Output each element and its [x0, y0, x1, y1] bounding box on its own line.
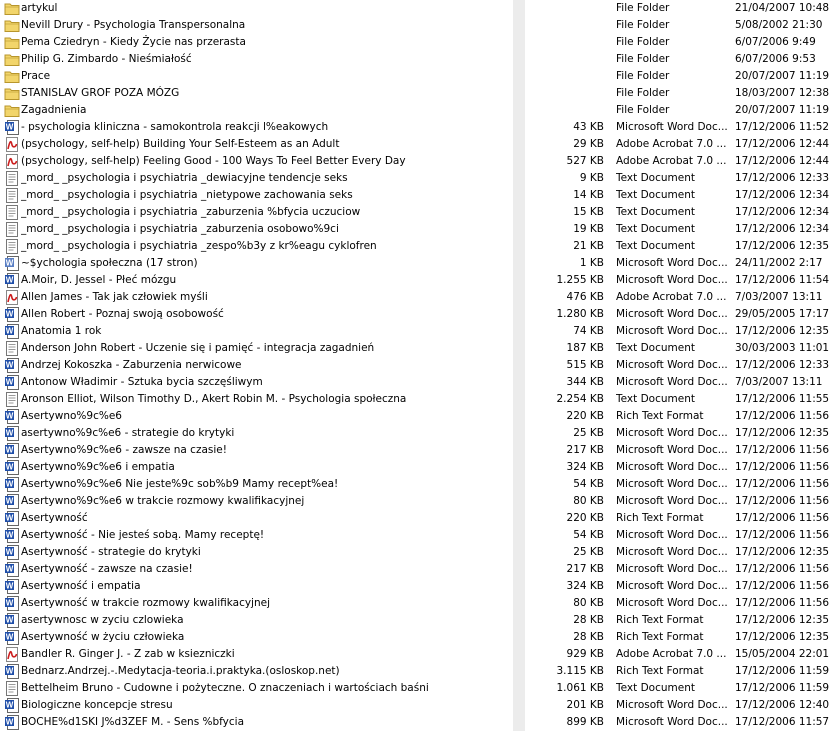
file-size: 324 KB — [566, 580, 604, 592]
svg-text:W: W — [5, 700, 14, 710]
file-date-modified: 17/12/2006 11:59 — [735, 682, 830, 694]
file-type: Adobe Acrobat 7.0 ... — [616, 291, 727, 303]
file-name: Allen James - Tak jak człowiek myśli — [21, 291, 208, 303]
file-row[interactable] — [0, 425, 838, 442]
word-document-icon — [4, 477, 20, 492]
file-name: Andrzej Kokoszka - Zaburzenia nerwicowe — [21, 359, 242, 371]
file-type: Text Document — [616, 189, 695, 201]
file-name: Zagadnienia — [21, 104, 87, 116]
svg-text:W: W — [5, 547, 14, 557]
word-document-icon — [4, 596, 20, 611]
file-row[interactable] — [0, 544, 838, 561]
file-date-modified: 24/11/2002 2:17 — [735, 257, 823, 269]
file-date-modified: 20/07/2007 11:19 — [735, 70, 830, 82]
file-type: Microsoft Word Doc... — [616, 308, 728, 320]
file-date-modified: 17/12/2006 12:35 — [735, 546, 830, 558]
file-type: Microsoft Word Doc... — [616, 427, 728, 439]
file-type: Adobe Acrobat 7.0 ... — [616, 155, 727, 167]
file-size: 15 KB — [573, 206, 604, 218]
file-size: 21 KB — [573, 240, 604, 252]
file-row[interactable] — [0, 136, 838, 153]
word-document-icon — [4, 273, 20, 288]
file-row[interactable] — [0, 323, 838, 340]
text-document-icon — [4, 239, 20, 254]
file-name: Asertywność i empatia — [21, 580, 141, 592]
svg-text:W: W — [5, 479, 14, 489]
word-document-icon — [4, 698, 20, 713]
file-name: Bettelheim Bruno - Cudowne i pożyteczne. O znaczeniach i wartościach baśni — [21, 682, 429, 694]
file-date-modified: 17/12/2006 11:56 — [735, 563, 830, 575]
word-document-icon — [4, 426, 20, 441]
file-row[interactable] — [0, 204, 838, 221]
file-size: 220 KB — [566, 410, 604, 422]
file-size: 43 KB — [573, 121, 604, 133]
file-type: Rich Text Format — [616, 614, 704, 626]
file-size: 1.255 KB — [556, 274, 604, 286]
file-row[interactable] — [0, 289, 838, 306]
file-type: Rich Text Format — [616, 665, 704, 677]
file-size: 74 KB — [573, 325, 604, 337]
file-type: File Folder — [616, 36, 670, 48]
word-document-icon — [4, 409, 20, 424]
file-row[interactable] — [0, 493, 838, 510]
file-type: Text Document — [616, 172, 695, 184]
file-date-modified: 17/12/2006 11:56 — [735, 529, 830, 541]
folder-icon — [4, 18, 20, 33]
file-row[interactable] — [0, 391, 838, 408]
file-date-modified: 17/12/2006 12:44 — [735, 138, 830, 150]
file-date-modified: 21/04/2007 10:48 — [735, 2, 830, 14]
file-date-modified: 17/12/2006 11:55 — [735, 393, 830, 405]
file-name: Aronson Elliot, Wilson Timothy D., Akert Robin M. - Psychologia społeczna — [21, 393, 407, 405]
file-type: Text Document — [616, 682, 695, 694]
file-name: asertywno%9c%e6 - strategie do krytyki — [21, 427, 235, 439]
svg-text:W: W — [5, 445, 14, 455]
file-date-modified: 17/12/2006 11:56 — [735, 597, 830, 609]
file-size: 899 KB — [566, 716, 604, 728]
file-date-modified: 30/03/2003 11:01 — [735, 342, 830, 354]
file-row[interactable] — [0, 340, 838, 357]
file-size: 14 KB — [573, 189, 604, 201]
file-type: Microsoft Word Doc... — [616, 580, 728, 592]
file-date-modified: 17/12/2006 11:56 — [735, 410, 830, 422]
svg-text:W: W — [5, 717, 14, 727]
file-name: Asertywność - Nie jesteś sobą. Mamy receptę! — [21, 529, 265, 541]
file-name: Bandler R. Ginger J. - Z zab w ksiezniczki — [21, 648, 235, 660]
file-row[interactable] — [0, 646, 838, 663]
file-date-modified: 15/05/2004 22:01 — [735, 648, 830, 660]
svg-text:W: W — [5, 326, 14, 336]
file-size: 29 KB — [573, 138, 604, 150]
file-row[interactable] — [0, 34, 838, 51]
file-type: Microsoft Word Doc... — [616, 444, 728, 456]
file-row[interactable] — [0, 153, 838, 170]
file-type: Microsoft Word Doc... — [616, 325, 728, 337]
file-name: _mord_ _psychologia i psychiatria _zaburzenia osobowo%9ci — [21, 223, 339, 235]
file-size: 9 KB — [579, 172, 604, 184]
folder-icon — [4, 1, 20, 16]
file-date-modified: 20/07/2007 11:19 — [735, 104, 830, 116]
file-name: Asertywność - zawsze na czasie! — [21, 563, 193, 575]
file-name: _mord_ _psychologia i psychiatria _zespo%b3y z kr%eagu cyklofren — [21, 240, 377, 252]
word-document-icon — [4, 120, 20, 135]
file-date-modified: 17/12/2006 11:56 — [735, 495, 830, 507]
file-date-modified: 17/12/2006 12:35 — [735, 240, 830, 252]
file-name: (psychology, self-help) Feeling Good - 100 Ways To Feel Better Every Day — [21, 155, 406, 167]
file-row[interactable] — [0, 306, 838, 323]
svg-text:W: W — [5, 258, 14, 268]
file-type: File Folder — [616, 53, 670, 65]
file-date-modified: 17/12/2006 11:56 — [735, 461, 830, 473]
file-name: Biologiczne koncepcje stresu — [21, 699, 173, 711]
file-date-modified: 29/05/2005 17:17 — [735, 308, 830, 320]
svg-text:W: W — [5, 564, 14, 574]
file-row[interactable] — [0, 102, 838, 119]
file-size: 25 KB — [573, 427, 604, 439]
file-type: Microsoft Word Doc... — [616, 121, 728, 133]
file-size: 80 KB — [573, 597, 604, 609]
file-size: 54 KB — [573, 529, 604, 541]
text-document-icon — [4, 392, 20, 407]
file-name: Nevill Drury - Psychologia Transpersonalna — [21, 19, 246, 31]
file-type: Microsoft Word Doc... — [616, 359, 728, 371]
file-row[interactable] — [0, 51, 838, 68]
file-date-modified: 5/08/2002 21:30 — [735, 19, 823, 31]
file-size: 515 KB — [566, 359, 604, 371]
file-row[interactable] — [0, 561, 838, 578]
file-date-modified: 17/12/2006 11:57 — [735, 716, 830, 728]
svg-text:W: W — [5, 377, 14, 387]
file-row[interactable] — [0, 17, 838, 34]
file-date-modified: 6/07/2006 9:49 — [735, 36, 816, 48]
file-row[interactable] — [0, 629, 838, 646]
svg-text:W: W — [5, 309, 14, 319]
file-date-modified: 7/03/2007 13:11 — [735, 376, 823, 388]
file-row[interactable] — [0, 510, 838, 527]
file-name: _mord_ _psychologia i psychiatria _dewiacyjne tendencje seks — [21, 172, 348, 184]
file-name: Antonow Władimir - Sztuka bycia szczęśliwym — [21, 376, 263, 388]
svg-text:W: W — [5, 275, 14, 285]
svg-text:W: W — [5, 666, 14, 676]
svg-text:W: W — [5, 360, 14, 370]
folder-icon — [4, 52, 20, 67]
file-size: 187 KB — [566, 342, 604, 354]
word-document-icon — [4, 460, 20, 475]
file-row[interactable] — [0, 527, 838, 544]
file-name: Asertywno%9c%e6 Nie jeste%9c sob%b9 Mamy recept%ea! — [21, 478, 339, 490]
file-size: 527 KB — [566, 155, 604, 167]
file-name: Asertywność w trakcie rozmowy kwalifikacyjnej — [21, 597, 271, 609]
text-document-icon — [4, 205, 20, 220]
pdf-document-icon — [4, 137, 20, 152]
file-name: asertywnosc w zyciu czlowieka — [21, 614, 184, 626]
word-document-icon — [4, 715, 20, 730]
file-type: Adobe Acrobat 7.0 ... — [616, 648, 727, 660]
file-type: Text Document — [616, 342, 695, 354]
file-type: Microsoft Word Doc... — [616, 699, 728, 711]
file-type: Rich Text Format — [616, 631, 704, 643]
file-row[interactable] — [0, 459, 838, 476]
file-row[interactable] — [0, 476, 838, 493]
file-row[interactable] — [0, 187, 838, 204]
file-type: File Folder — [616, 70, 670, 82]
file-type: Microsoft Word Doc... — [616, 563, 728, 575]
file-type: Microsoft Word Doc... — [616, 546, 728, 558]
file-date-modified: 17/12/2006 11:52 — [735, 121, 830, 133]
file-row[interactable] — [0, 578, 838, 595]
file-date-modified: 18/03/2007 12:38 — [735, 87, 830, 99]
word-document-icon — [4, 528, 20, 543]
file-type: File Folder — [616, 19, 670, 31]
file-row[interactable] — [0, 442, 838, 459]
file-name: Allen Robert - Poznaj swoją osobowość — [21, 308, 224, 320]
file-type: Microsoft Word Doc... — [616, 274, 728, 286]
file-size: 1.061 KB — [556, 682, 604, 694]
file-size: 929 KB — [566, 648, 604, 660]
file-row[interactable] — [0, 68, 838, 85]
file-type: Text Document — [616, 223, 695, 235]
file-name: Asertywność — [21, 512, 88, 524]
file-type: Microsoft Word Doc... — [616, 461, 728, 473]
svg-text:W: W — [5, 530, 14, 540]
file-size: 220 KB — [566, 512, 604, 524]
word-document-icon — [4, 664, 20, 679]
file-date-modified: 17/12/2006 12:35 — [735, 325, 830, 337]
folder-icon — [4, 35, 20, 50]
file-row[interactable] — [0, 221, 838, 238]
file-date-modified: 6/07/2006 9:53 — [735, 53, 816, 65]
file-size: 324 KB — [566, 461, 604, 473]
file-name: ~$ychologia społeczna (17 stron) — [21, 257, 198, 269]
file-row[interactable] — [0, 697, 838, 714]
file-date-modified: 17/12/2006 12:44 — [735, 155, 830, 167]
file-size: 19 KB — [573, 223, 604, 235]
file-row[interactable] — [0, 408, 838, 425]
file-row[interactable] — [0, 0, 838, 17]
pdf-document-icon — [4, 290, 20, 305]
pdf-document-icon — [4, 647, 20, 662]
file-name: Anatomia 1 rok — [21, 325, 102, 337]
file-date-modified: 17/12/2006 12:34 — [735, 189, 830, 201]
file-date-modified: 17/12/2006 12:33 — [735, 172, 830, 184]
file-size: 217 KB — [566, 444, 604, 456]
text-document-icon — [4, 222, 20, 237]
file-type: File Folder — [616, 2, 670, 14]
file-size: 476 KB — [566, 291, 604, 303]
file-name: Philip G. Zimbardo - Nieśmiałość — [21, 53, 192, 65]
file-name: _mord_ _psychologia i psychiatria _nietypowe zachowania seks — [21, 189, 353, 201]
file-name: Asertywno%9c%e6 - zawsze na czasie! — [21, 444, 227, 456]
file-name: Asertywno%9c%e6 i empatia — [21, 461, 175, 473]
svg-text:W: W — [5, 496, 14, 506]
file-type: Microsoft Word Doc... — [616, 597, 728, 609]
file-name: Bednarz.Andrzej.-.Medytacja-teoria.i.praktyka.(osloskop.net) — [21, 665, 340, 677]
folder-icon — [4, 86, 20, 101]
file-row[interactable] — [0, 374, 838, 391]
word-document-icon — [4, 545, 20, 560]
file-row[interactable] — [0, 714, 838, 731]
file-row[interactable] — [0, 85, 838, 102]
text-document-icon — [4, 171, 20, 186]
svg-text:W: W — [5, 462, 14, 472]
file-row[interactable] — [0, 255, 838, 272]
file-size: 28 KB — [573, 614, 604, 626]
word-document-icon — [4, 579, 20, 594]
svg-text:W: W — [5, 411, 14, 421]
file-date-modified: 17/12/2006 12:35 — [735, 427, 830, 439]
file-row[interactable] — [0, 612, 838, 629]
file-row[interactable] — [0, 170, 838, 187]
file-name: - psychologia kliniczna - samokontrola reakcji l%eakowych — [21, 121, 329, 133]
svg-text:W: W — [5, 581, 14, 591]
word-document-icon — [4, 511, 20, 526]
svg-text:W: W — [5, 632, 14, 642]
file-type: Rich Text Format — [616, 410, 704, 422]
file-date-modified: 17/12/2006 12:34 — [735, 206, 830, 218]
file-type: Microsoft Word Doc... — [616, 716, 728, 728]
word-document-icon — [4, 613, 20, 628]
file-size: 1.280 KB — [556, 308, 604, 320]
file-type: Text Document — [616, 240, 695, 252]
file-name: _mord_ _psychologia i psychiatria _zaburzenia %bfycia uczuciow — [21, 206, 361, 218]
file-name: Prace — [21, 70, 51, 82]
file-type: File Folder — [616, 104, 670, 116]
file-name: A.Moir, D. Jessel - Płeć mózgu — [21, 274, 177, 286]
file-date-modified: 17/12/2006 11:56 — [735, 444, 830, 456]
folder-icon — [4, 69, 20, 84]
file-row[interactable] — [0, 595, 838, 612]
file-date-modified: 17/12/2006 12:35 — [735, 614, 830, 626]
file-size: 217 KB — [566, 563, 604, 575]
word-document-icon — [4, 562, 20, 577]
svg-text:W: W — [5, 615, 14, 625]
folder-icon — [4, 103, 20, 118]
file-type: Adobe Acrobat 7.0 ... — [616, 138, 727, 150]
file-date-modified: 17/12/2006 11:56 — [735, 478, 830, 490]
file-name: Pema Cziedryn - Kiedy Życie nas przerasta — [21, 36, 246, 48]
file-size: 2.254 KB — [556, 393, 604, 405]
file-date-modified: 17/12/2006 12:33 — [735, 359, 830, 371]
file-size: 3.115 KB — [556, 665, 604, 677]
file-type: Microsoft Word Doc... — [616, 529, 728, 541]
file-row[interactable] — [0, 357, 838, 374]
word-document-icon — [4, 494, 20, 509]
file-date-modified: 17/12/2006 12:40 — [735, 699, 830, 711]
file-name: Asertywno%9c%e6 — [21, 410, 122, 422]
file-name: artykul — [21, 2, 58, 14]
svg-text:W: W — [5, 122, 14, 132]
pdf-document-icon — [4, 154, 20, 169]
file-row[interactable] — [0, 663, 838, 680]
file-name: STANISLAV GROF POZA MÓZG — [21, 87, 180, 99]
file-name: Asertywność w życiu człowieka — [21, 631, 185, 643]
word-document-icon — [4, 324, 20, 339]
file-row[interactable] — [0, 272, 838, 289]
svg-text:W: W — [5, 513, 14, 523]
text-document-icon — [4, 188, 20, 203]
file-row[interactable] — [0, 680, 838, 697]
word-document-icon — [4, 630, 20, 645]
word-document-icon — [4, 307, 20, 322]
file-type: File Folder — [616, 87, 670, 99]
file-date-modified: 17/12/2006 11:56 — [735, 512, 830, 524]
file-type: Text Document — [616, 206, 695, 218]
file-type: Microsoft Word Doc... — [616, 257, 728, 269]
file-type: Rich Text Format — [616, 512, 704, 524]
text-document-icon — [4, 341, 20, 356]
file-type: Text Document — [616, 393, 695, 405]
file-name: Anderson John Robert - Uczenie się i pamięć - integracja zagadnień — [21, 342, 375, 354]
word-temp-file-icon — [4, 256, 20, 271]
text-document-icon — [4, 681, 20, 696]
file-date-modified: 17/12/2006 12:34 — [735, 223, 830, 235]
file-type: Microsoft Word Doc... — [616, 376, 728, 388]
file-date-modified: 17/12/2006 12:35 — [735, 631, 830, 643]
file-date-modified: 17/12/2006 11:54 — [735, 274, 830, 286]
word-document-icon — [4, 443, 20, 458]
file-name: Asertywno%9c%e6 w trakcie rozmowy kwalifikacyjnej — [21, 495, 305, 507]
file-row[interactable] — [0, 119, 838, 136]
file-date-modified: 7/03/2007 13:11 — [735, 291, 823, 303]
file-size: 54 KB — [573, 478, 604, 490]
file-name: Asertywność - strategie do krytyki — [21, 546, 201, 558]
file-name: (psychology, self-help) Building Your Self-Esteem as an Adult — [21, 138, 340, 150]
file-size: 28 KB — [573, 631, 604, 643]
file-size: 344 KB — [566, 376, 604, 388]
file-date-modified: 17/12/2006 11:59 — [735, 665, 830, 677]
file-name: BOCHE%d1SKI J%d3ZEF M. - Sens %bfycia — [21, 716, 245, 728]
word-document-icon — [4, 358, 20, 373]
file-date-modified: 17/12/2006 11:56 — [735, 580, 830, 592]
file-type: Microsoft Word Doc... — [616, 495, 728, 507]
file-size: 1 KB — [579, 257, 604, 269]
file-size: 25 KB — [573, 546, 604, 558]
svg-text:W: W — [5, 428, 14, 438]
file-row[interactable] — [0, 238, 838, 255]
file-type: Microsoft Word Doc... — [616, 478, 728, 490]
svg-text:W: W — [5, 598, 14, 608]
word-document-icon — [4, 375, 20, 390]
file-size: 80 KB — [573, 495, 604, 507]
file-size: 201 KB — [566, 699, 604, 711]
